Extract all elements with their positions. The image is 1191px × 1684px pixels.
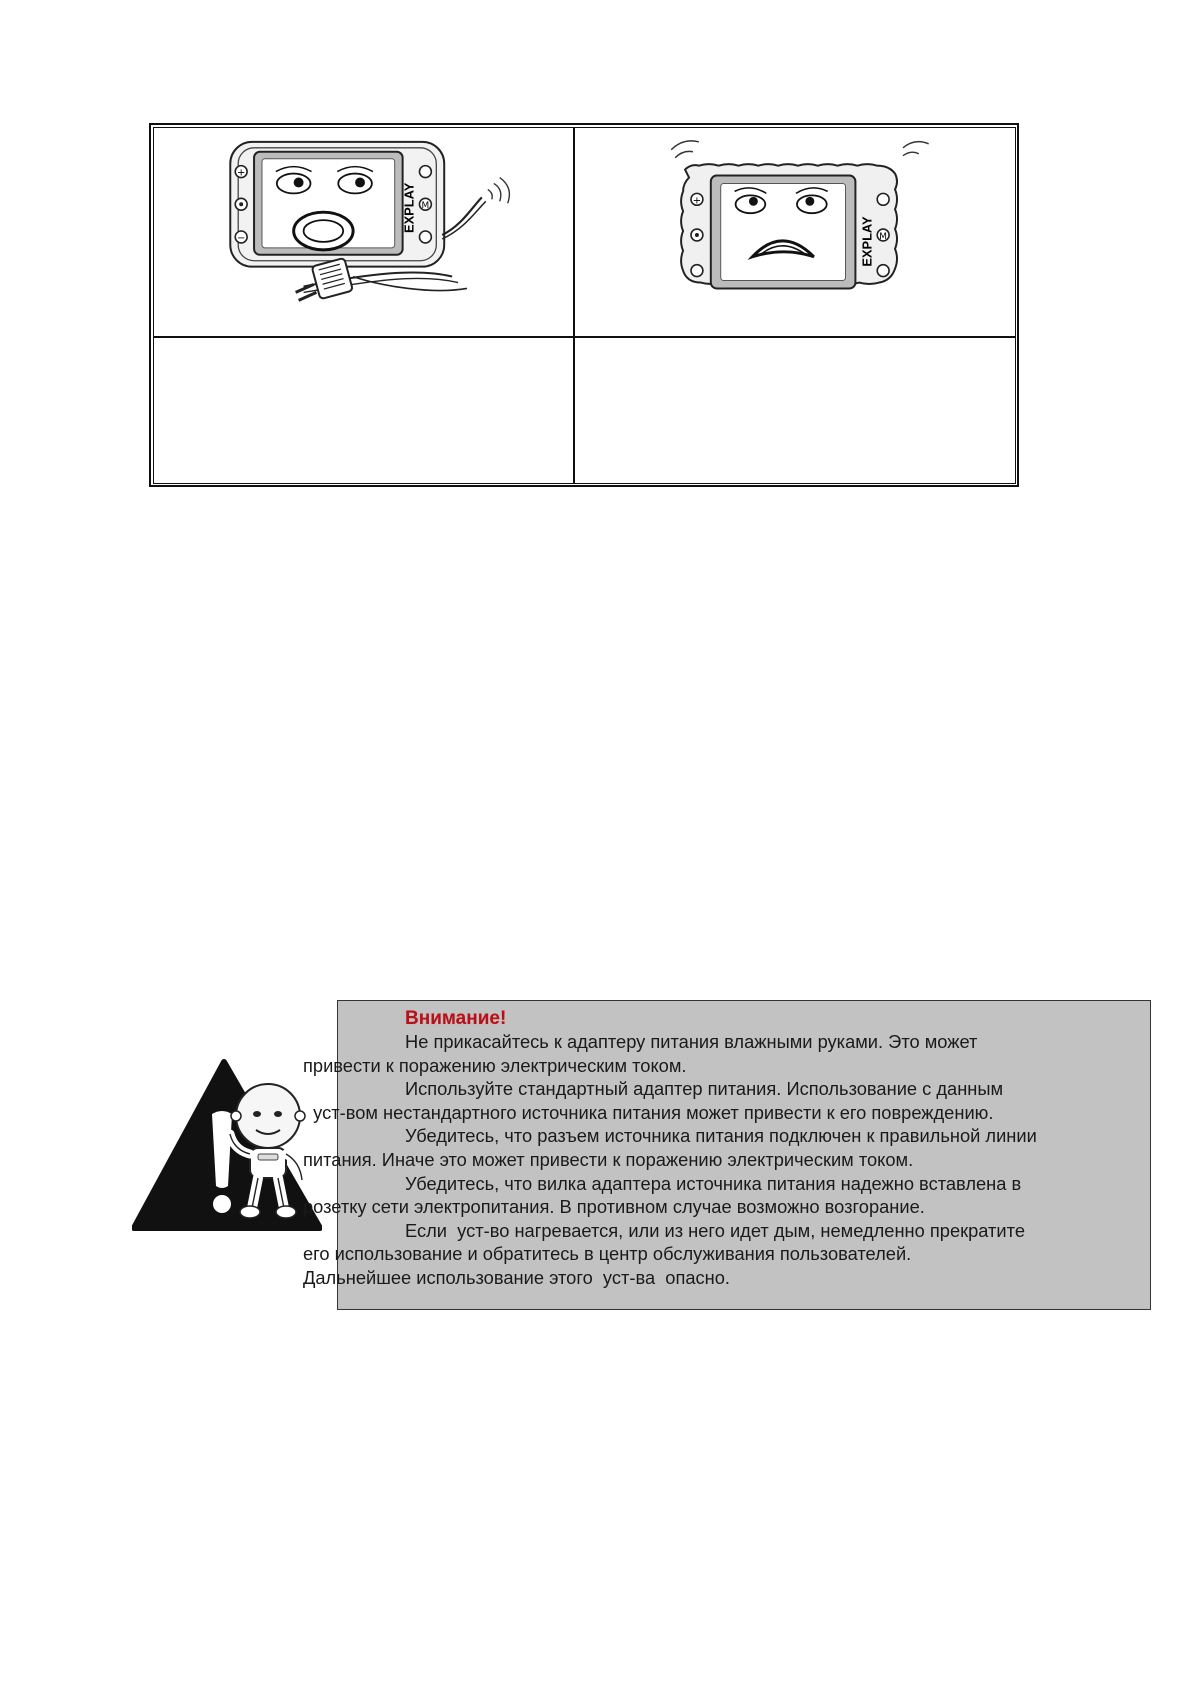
warning-line: Убедитесь, что разъем источника питания подключен к правильной линии: [405, 1125, 1037, 1147]
overheating-device-illustration: [575, 128, 1015, 336]
warning-paragraph-4: [303, 1172, 1134, 1219]
warning-line: розетку сети электропитания. В противном случае возможно возгорание.: [303, 1196, 925, 1218]
brand-logo-left: EXPLAY: [401, 182, 417, 233]
warning-line: привести к поражению электрическим током.: [303, 1054, 687, 1076]
warning-title: Внимание!: [405, 1008, 507, 1029]
svg-text:−: −: [237, 232, 246, 244]
brand-logo-right: EXPLAY: [859, 216, 875, 267]
warning-paragraph-2: [303, 1077, 1134, 1124]
warning-paragraph-1: [303, 1030, 1134, 1077]
device-with-plug-illustration: [154, 128, 573, 336]
warning-line: уст-вом нестандартного источника питания может привести к его повреждению.: [303, 1101, 994, 1123]
caption-cell-right: [574, 337, 1016, 484]
svg-text:M: M: [879, 231, 887, 242]
warning-line: Убедитесь, что вилка адаптера источника питания надежно вставлена в: [405, 1172, 1022, 1194]
warning-paragraph-3: [303, 1124, 1134, 1171]
illustration-cell-wet-device: [153, 127, 574, 337]
caption-cell-left: [153, 337, 574, 484]
illustration-cell-overheating-device: [574, 127, 1016, 337]
warning-mascot-figure: [132, 1058, 322, 1234]
svg-text:M: M: [421, 201, 430, 212]
warning-line: питания. Иначе это может привести к поражению электрическим током.: [303, 1148, 914, 1170]
svg-text:+: +: [237, 167, 246, 179]
warning-box: [303, 1000, 1151, 1310]
warning-line: Если уст-во нагревается, или из него идет дым, немедленно прекратите: [405, 1219, 1025, 1241]
warning-line: его использование и обратитесь в центр обслуживания пользователей.: [303, 1243, 912, 1265]
warning-line: Используйте стандартный адаптер питания. Использование с данным: [405, 1078, 1004, 1100]
warning-line: Дальнейшее использование этого уст-ва опасно.: [303, 1266, 731, 1288]
svg-text:+: +: [692, 195, 702, 207]
illustration-table: [149, 123, 1019, 487]
warning-line: Не прикасайтесь к адаптеру питания влажными руками. Это может: [405, 1031, 978, 1052]
warning-paragraph-5: [303, 1219, 1134, 1290]
